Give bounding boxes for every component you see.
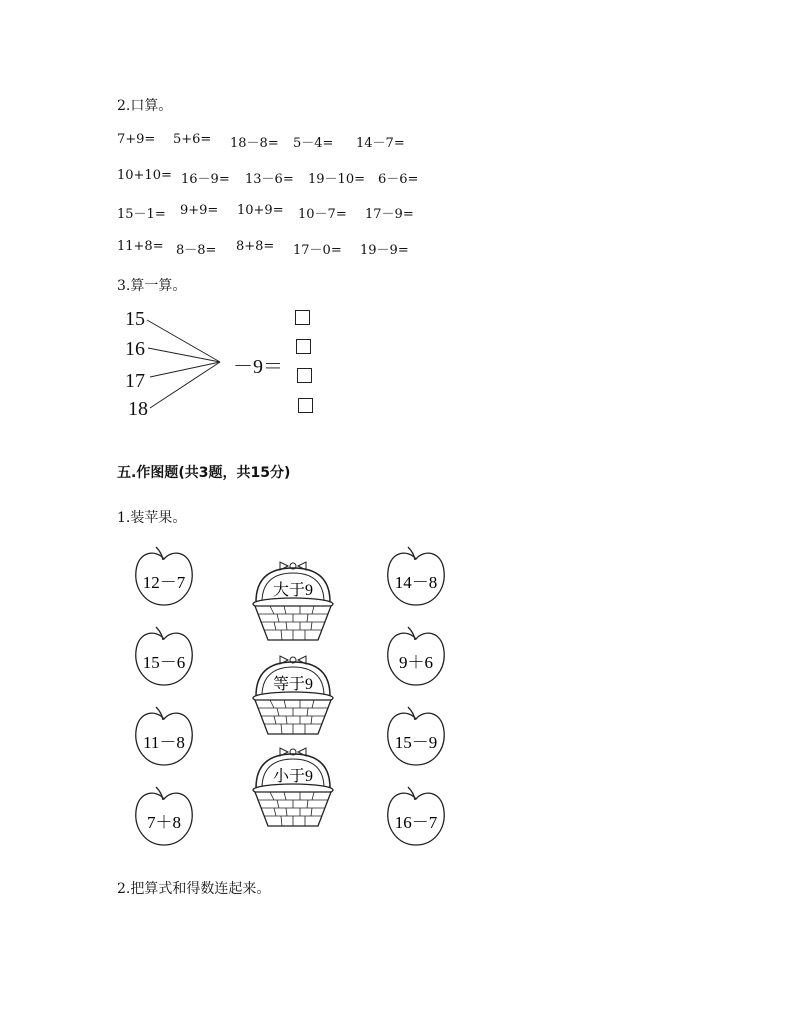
calc-number: 16 — [125, 338, 145, 360]
apple-icon — [384, 625, 448, 689]
apple-expression: 7＋8 — [147, 813, 181, 832]
apple-expression: 12－7 — [142, 573, 186, 592]
oral-item: 7+9= — [117, 132, 156, 147]
apple-icon — [132, 705, 196, 769]
basket-icon — [250, 654, 336, 738]
calc-operation: －9＝ — [233, 356, 283, 378]
link-question-title: 2.把算式和得数连起来。 — [117, 881, 271, 897]
oral-item: 10+9= — [237, 203, 284, 218]
calc-connector-lines — [140, 310, 230, 420]
oral-item: 10+10= — [117, 168, 172, 183]
apple-expression: 15－9 — [394, 733, 438, 752]
section-2-title: 2.口算。 — [117, 98, 173, 114]
apple-icon — [384, 785, 448, 849]
oral-item: 5+6= — [173, 132, 212, 147]
basket-icon — [250, 746, 336, 830]
oral-item: 8+8= — [236, 239, 275, 254]
oral-item: 17－9= — [365, 207, 414, 222]
calc-number: 18 — [128, 398, 148, 420]
section-3-title: 3.算一算。 — [117, 278, 187, 294]
apple-expression: 15－6 — [142, 653, 186, 672]
oral-item: 10－7= — [298, 207, 347, 222]
answer-box[interactable] — [297, 368, 312, 383]
oral-item: 11+8= — [117, 239, 164, 254]
apple-question-title: 1.装苹果。 — [117, 510, 187, 526]
calc-number: 15 — [125, 308, 145, 330]
apple-expression: 9＋6 — [399, 653, 433, 672]
oral-item: 18－8= — [230, 136, 279, 151]
oral-item: 9+9= — [180, 203, 219, 218]
answer-box[interactable] — [298, 398, 313, 413]
oral-item: 6－6= — [378, 172, 419, 187]
oral-item: 5－4= — [293, 136, 334, 151]
oral-item: 8－8= — [176, 243, 217, 258]
apple-icon — [132, 785, 196, 849]
oral-item: 13－6= — [245, 172, 294, 187]
calc-number: 17 — [125, 370, 145, 392]
answer-box[interactable] — [296, 339, 311, 354]
apple-icon — [384, 705, 448, 769]
oral-item: 19－10= — [308, 172, 365, 187]
oral-item: 14－7= — [356, 136, 405, 151]
apple-expression: 11－8 — [143, 733, 185, 752]
oral-item: 17－0= — [293, 243, 342, 258]
part-5-title: 五.作图题(共3题，共15分) — [117, 465, 291, 481]
oral-item: 15－1= — [117, 207, 166, 222]
answer-box[interactable] — [295, 310, 310, 325]
oral-item: 16－9= — [181, 172, 230, 187]
apple-expression: 16－7 — [394, 813, 438, 832]
apple-icon — [384, 545, 448, 609]
basket-label: 小于9 — [272, 768, 314, 785]
basket-icon — [250, 560, 336, 644]
basket-label: 等于9 — [272, 676, 314, 693]
apple-icon — [132, 545, 196, 609]
apple-icon — [132, 625, 196, 689]
oral-item: 19－9= — [360, 243, 409, 258]
apple-expression: 14－8 — [394, 573, 438, 592]
basket-label: 大于9 — [272, 582, 314, 599]
